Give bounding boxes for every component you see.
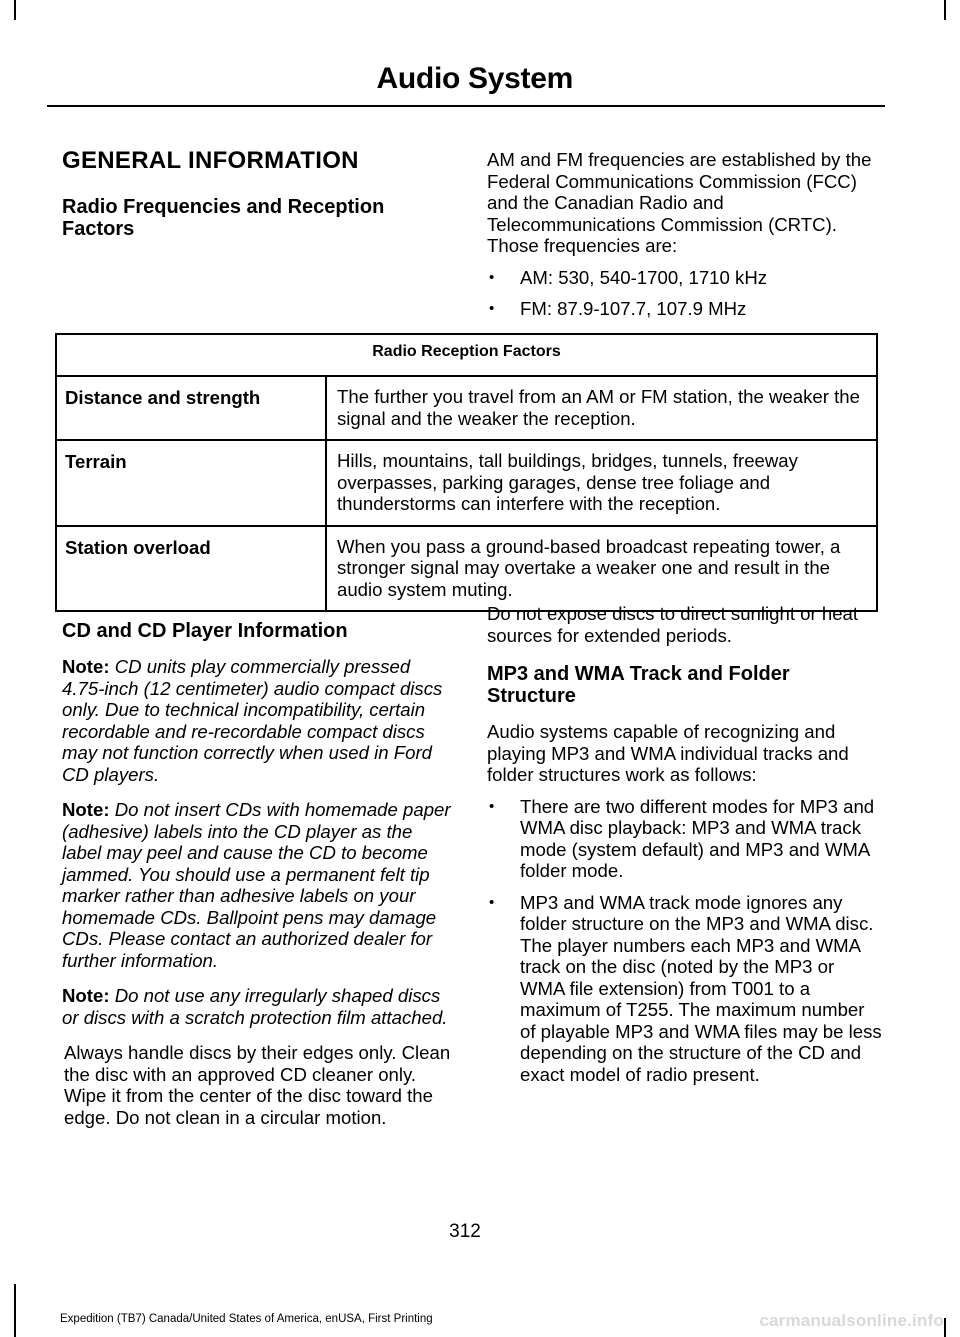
page-header-title: Audio System [376,62,573,95]
crop-mark-top-left [14,0,16,20]
header-rule [47,105,885,107]
sunlight-paragraph: Do not expose discs to direct sunlight or heat sources for extended periods. [487,603,859,646]
mp3-mode-list [487,796,882,1086]
crop-mark-bottom-right [944,1318,946,1337]
left-intro-column [62,196,452,240]
table-row [56,440,877,526]
footer-text: Expedition (TB7) Canada/United States of America, enUSA, First Printing [60,1313,433,1325]
description-cell: Hills, mountains, tall buildings, bridges, tunnels, freeway overpasses, parking garages, dense tree foliage and thunderstorms can interfere with the reception. [326,440,877,526]
watermark: carmanualsonline.info [759,1311,944,1330]
crop-mark-top-right [944,0,946,20]
factor-cell: Terrain [56,440,326,526]
table-row [56,526,877,612]
factor-cell: Distance and strength [56,376,326,440]
list-item: • FM: 87.9-107.7, 107.9 MHz [487,298,882,320]
factor-cell: Station overload [56,526,326,612]
mp3-intro: Audio systems capable of recognizing and playing MP3 and WMA individual tracks and folder structures work as follows: [487,721,849,785]
list-item: • MP3 and WMA track mode ignores any folder structure on the MP3 and WMA disc. The player numbers each MP3 and WMA track on the disc (noted by the MP3 or WMA file extension) from T001 to a maximum of T255. The maximum number of playable MP3 and WMA files may be less depending on the structure of the CD and exact model of radio present. [487,892,882,1086]
crop-mark-bottom-left [14,1284,16,1337]
description-cell: When you pass a ground-based broadcast repeating tower, a stronger signal may overtake a weaker one and result in the audio system muting. [326,526,877,612]
subsection-heading: Radio Frequencies and Reception Factors [62,196,385,240]
table-title: Radio Reception Factors [56,334,877,376]
mp3-column [487,603,882,1095]
handling-paragraph: Always handle discs by their edges only. Clean the disc with an approved CD cleaner only. Wipe it from the center of the disc toward the edge. Do not clean in a circular motion. [64,1042,451,1128]
page-number: 312 [449,1221,481,1242]
cd-heading: CD and CD Player Information [62,620,348,642]
list-item: • There are two different modes for MP3 and WMA disc playback: MP3 and WMA track mode (system default) and MP3 and WMA folder mode. [487,796,882,882]
note-paragraph [62,799,452,971]
frequency-list [487,267,882,320]
frequencies-intro: AM and FM frequencies are established by the Federal Communications Commission (FCC) and the Canadian Radio and Telecommunications Commission (CRTC). Those frequencies are: [487,149,872,256]
note-label: Note: [62,799,110,820]
cd-column [62,620,452,1142]
note-text: CD units play commercially pressed 4.75-inch (12 centimeter) audio compact discs only. Due to technical incompatibility, certain recordable and re-recordable compact discs may not function correctly when used in Ford CD players. [62,656,443,785]
table-row [56,376,877,440]
note-text: Do not use any irregularly shaped discs or discs with a scratch protection film attached. [62,985,448,1028]
radio-reception-factors-table [55,333,878,612]
note-label: Note: [62,656,110,677]
section-heading: GENERAL INFORMATION [62,147,359,174]
note-paragraph [62,656,452,785]
note-paragraph [62,985,452,1028]
description-cell: The further you travel from an AM or FM station, the weaker the signal and the weaker the reception. [326,376,877,440]
frequencies-column [487,149,882,330]
note-label: Note: [62,985,110,1006]
mp3-heading: MP3 and WMA Track and Folder Structure [487,663,790,707]
list-item: • AM: 530, 540-1700, 1710 kHz [487,267,882,289]
note-text: Do not insert CDs with homemade paper (adhesive) labels into the CD player as the label may peel and cause the CD to become jammed. You should use a permanent felt tip marker rather than adhesive labels on your homemade CDs. Ballpoint pens may damage CDs. Please contact an authorized dealer for further information. [62,799,451,971]
